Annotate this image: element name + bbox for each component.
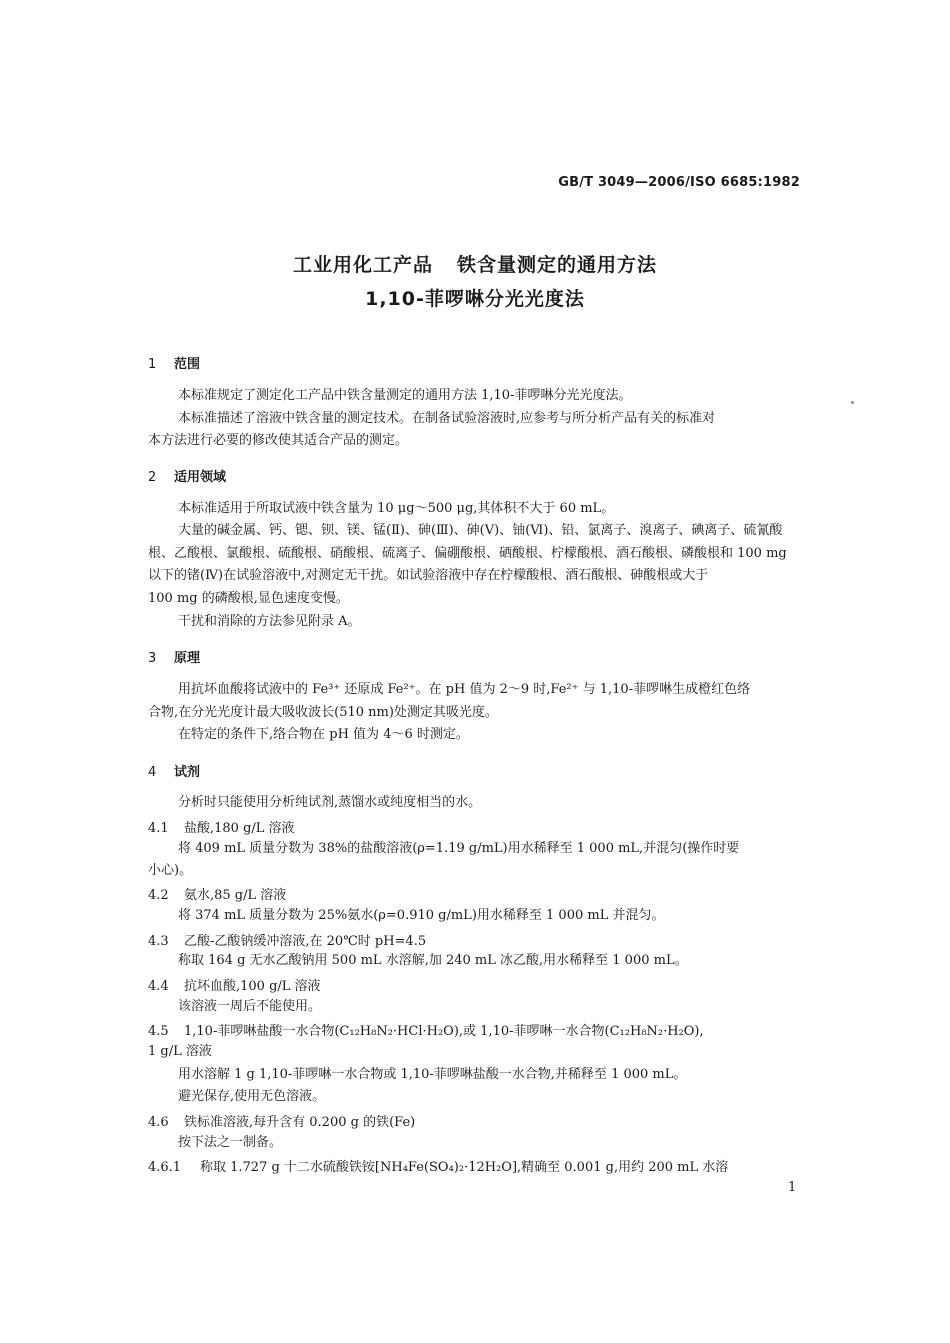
- title-part2: 铁含量测定的通用方法: [457, 254, 658, 276]
- document-title-line1: [0, 250, 950, 277]
- standard-code: GB/T 3049—2006/ISO 6685:1982: [558, 175, 800, 190]
- section-title: 范围: [174, 357, 201, 372]
- paragraph-line: 大量的碱金属、钙、锶、钡、镁、锰(Ⅱ)、砷(Ⅲ)、砷(Ⅴ)、铀(Ⅵ)、铅、氯离子、溴离子、碘离子、硫氰酸: [178, 523, 783, 538]
- clause-number: 4.4: [148, 979, 169, 994]
- paragraph-line: 在特定的条件下,络合物在 pH 值为 4～6 时测定。: [178, 727, 469, 742]
- clause-4-2: [148, 884, 286, 903]
- paragraph-line: 避光保存,使用无色溶液。: [178, 1089, 326, 1104]
- paragraph-line: 用水溶解 1 g 1,10-菲啰啉一水合物或 1,10-菲啰啉盐酸一水合物,并稀释至 1 000 mL。: [178, 1067, 687, 1082]
- paragraph-line: 干扰和消除的方法参见附录 A。: [178, 614, 361, 629]
- clause-number: 4.2: [148, 888, 169, 903]
- paragraph-line: 以下的锗(Ⅳ)在试验溶液中,对测定无干扰。如试验溶液中存在柠檬酸根、酒石酸根、砷酸根或大于: [148, 568, 709, 583]
- clause-title-continued: 1 g/L 溶液: [148, 1044, 212, 1059]
- clause-4-6: [148, 1111, 415, 1130]
- paragraph-line: 本方法进行必要的修改使其适合产品的测定。: [148, 433, 409, 448]
- paragraph-line: 100 mg 的磷酸根,显色速度变慢。: [148, 591, 349, 606]
- clause-4-3: [148, 930, 426, 949]
- paragraph-line: 本标准适用于所取试液中铁含量为 10 μg～500 μg,其体积不大于 60 mL。: [178, 501, 615, 516]
- section-heading-2: [148, 466, 226, 485]
- clause-title: 铁标准溶液,每升含有 0.200 g 的铁(Fe): [184, 1115, 416, 1130]
- paragraph-line: 根、乙酸根、氯酸根、硫酸根、硝酸根、硫离子、偏硼酸根、硒酸根、柠檬酸根、酒石酸根、磷酸根和 100 mg: [148, 546, 787, 561]
- section-number: 1: [148, 357, 157, 372]
- clause-number: 4.6: [148, 1115, 169, 1130]
- clause-title: 抗坏血酸,100 g/L 溶液: [184, 979, 321, 994]
- paragraph-line: 合物,在分光光度计最大吸收波长(510 nm)处测定其吸光度。: [148, 705, 498, 720]
- clause-title: 1,10-菲啰啉盐酸一水合物(C₁₂H₈N₂·HCl·H₂O),或 1,10-菲啰啉一水合物(C₁₂H₈N₂·H₂O),: [184, 1024, 704, 1039]
- title-part1: 工业用化工产品: [292, 254, 433, 276]
- clause-number: 4.5: [148, 1024, 169, 1039]
- paragraph-line: 将 374 mL 质量分数为 25%氨水(ρ=0.910 g/mL)用水稀释至 1 000 mL 并混匀。: [178, 908, 665, 923]
- paragraph-line: 本标准描述了溶液中铁含量的测定技术。在制备试验溶液时,应参考与所分析产品有关的标准对: [178, 411, 716, 426]
- section-number: 4: [148, 765, 157, 780]
- clause-number: 4.3: [148, 934, 169, 949]
- paragraph-line: 称取 164 g 无水乙酸钠用 500 mL 水溶解,加 240 mL 冰乙酸,用水稀释至 1 000 mL。: [178, 953, 688, 968]
- clause-4-5: [148, 1020, 704, 1039]
- clause-number: 4.1: [148, 821, 169, 836]
- section-title: 适用领域: [174, 470, 227, 485]
- clause-4-4: [148, 975, 321, 994]
- paragraph-line: 该溶液一周后不能使用。: [178, 999, 322, 1014]
- section-heading-3: [148, 647, 200, 666]
- scan-speck: [851, 401, 854, 404]
- section-title: 试剂: [174, 765, 201, 780]
- page-number: 1: [788, 1180, 797, 1195]
- clause-4-6-1: [148, 1156, 728, 1175]
- document-title-line2: 1,10-菲啰啉分光光度法: [365, 288, 585, 310]
- paragraph-line: 将 409 mL 质量分数为 38%的盐酸溶液(ρ=1.19 g/mL)用水稀释至 1 000 mL,并混匀(操作时要: [178, 841, 740, 856]
- clause-title: 氨水,85 g/L 溶液: [184, 888, 287, 903]
- section-number: 3: [148, 651, 157, 666]
- section-heading-1: [148, 353, 200, 372]
- paragraph-line: 用抗坏血酸将试液中的 Fe³⁺ 还原成 Fe²⁺。在 pH 值为 2～9 时,Fe²⁺ 与 1,10-菲啰啉生成橙红色络: [178, 682, 751, 697]
- paragraph-line: 小心)。: [148, 863, 193, 878]
- clause-text: 称取 1.727 g 十二水硫酸铁铵[NH₄Fe(SO₄)₂·12H₂O],精确至 0.001 g,用约 200 mL 水溶: [200, 1160, 729, 1175]
- clause-title: 盐酸,180 g/L 溶液: [184, 821, 295, 836]
- section-heading-4: [148, 761, 200, 780]
- section-title: 原理: [174, 651, 201, 666]
- paragraph-line: 分析时只能使用分析纯试剂,蒸馏水或纯度相当的水。: [178, 795, 482, 810]
- clause-title: 乙酸-乙酸钠缓冲溶液,在 20℃时 pH=4.5: [184, 934, 427, 949]
- clause-4-1: [148, 817, 295, 836]
- paragraph-line: 按下法之一制备。: [178, 1135, 283, 1150]
- paragraph-line: 本标准规定了测定化工产品中铁含量测定的通用方法 1,10-菲啰啉分光光度法。: [178, 388, 632, 403]
- section-number: 2: [148, 470, 157, 485]
- clause-number: 4.6.1: [148, 1160, 182, 1175]
